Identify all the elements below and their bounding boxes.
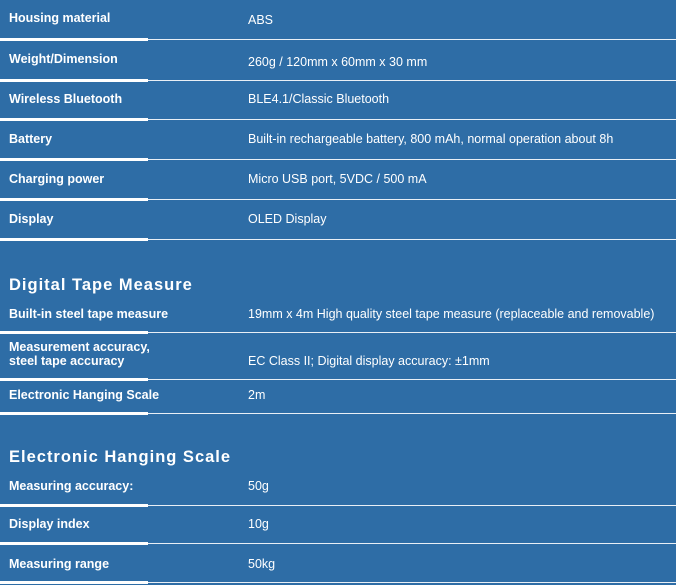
- spec-label: Charging power: [9, 172, 105, 186]
- spec-value: 2m: [248, 388, 266, 402]
- spec-label: Measuring range: [9, 557, 110, 571]
- spec-label: Electronic Hanging Scale: [9, 388, 160, 402]
- separator: [0, 542, 148, 545]
- separator: [148, 379, 676, 380]
- spec-value: 50g: [248, 479, 269, 493]
- separator: [0, 79, 148, 82]
- separator: [0, 118, 148, 121]
- spec-value: OLED Display: [248, 212, 327, 226]
- spec-label: Battery: [9, 132, 53, 146]
- separator: [148, 199, 676, 200]
- spec-value: 260g / 120mm x 60mm x 30 mm: [248, 55, 428, 69]
- spec-label-line2: steel tape accuracy: [9, 354, 125, 368]
- separator: [148, 413, 676, 414]
- spec-label: Weight/Dimension: [9, 52, 118, 66]
- spec-value: 50kg: [248, 557, 276, 571]
- spec-value: 10g: [248, 517, 269, 531]
- separator: [148, 582, 676, 583]
- spec-label: Built-in steel tape measure: [9, 307, 169, 321]
- section-title-tape-measure: Digital Tape Measure: [9, 276, 193, 294]
- spec-value: BLE4.1/Classic Bluetooth: [248, 92, 390, 106]
- spec-label: Display index: [9, 517, 90, 531]
- separator: [0, 378, 148, 381]
- separator: [148, 505, 676, 506]
- spec-value: Built-in rechargeable battery, 800 mAh, normal operation about 8h: [248, 132, 614, 146]
- separator: [148, 332, 676, 333]
- spec-label: Housing material: [9, 11, 111, 25]
- spec-value: 19mm x 4m High quality steel tape measure (replaceable and removable): [248, 307, 655, 321]
- separator: [0, 412, 148, 415]
- spec-label: Wireless Bluetooth: [9, 92, 123, 106]
- separator: [148, 543, 676, 544]
- spec-label: Measuring accuracy:: [9, 479, 134, 493]
- spec-label: Display: [9, 212, 54, 226]
- separator: [148, 119, 676, 120]
- separator: [148, 39, 676, 40]
- separator: [0, 504, 148, 507]
- separator: [148, 239, 676, 240]
- separator: [0, 198, 148, 201]
- separator: [148, 159, 676, 160]
- spec-label-line1: Measurement accuracy,: [9, 340, 150, 354]
- spec-value: Micro USB port, 5VDC / 500 mA: [248, 172, 427, 186]
- separator: [148, 80, 676, 81]
- spec-value: ABS: [248, 13, 274, 27]
- separator: [0, 158, 148, 161]
- separator: [0, 238, 148, 241]
- separator: [0, 38, 148, 41]
- section-title-hanging-scale: Electronic Hanging Scale: [9, 448, 232, 466]
- spec-label: [9, 340, 150, 368]
- separator: [0, 331, 148, 334]
- separator: [0, 581, 148, 584]
- spec-value: EC Class II; Digital display accuracy: ±1mm: [248, 354, 490, 368]
